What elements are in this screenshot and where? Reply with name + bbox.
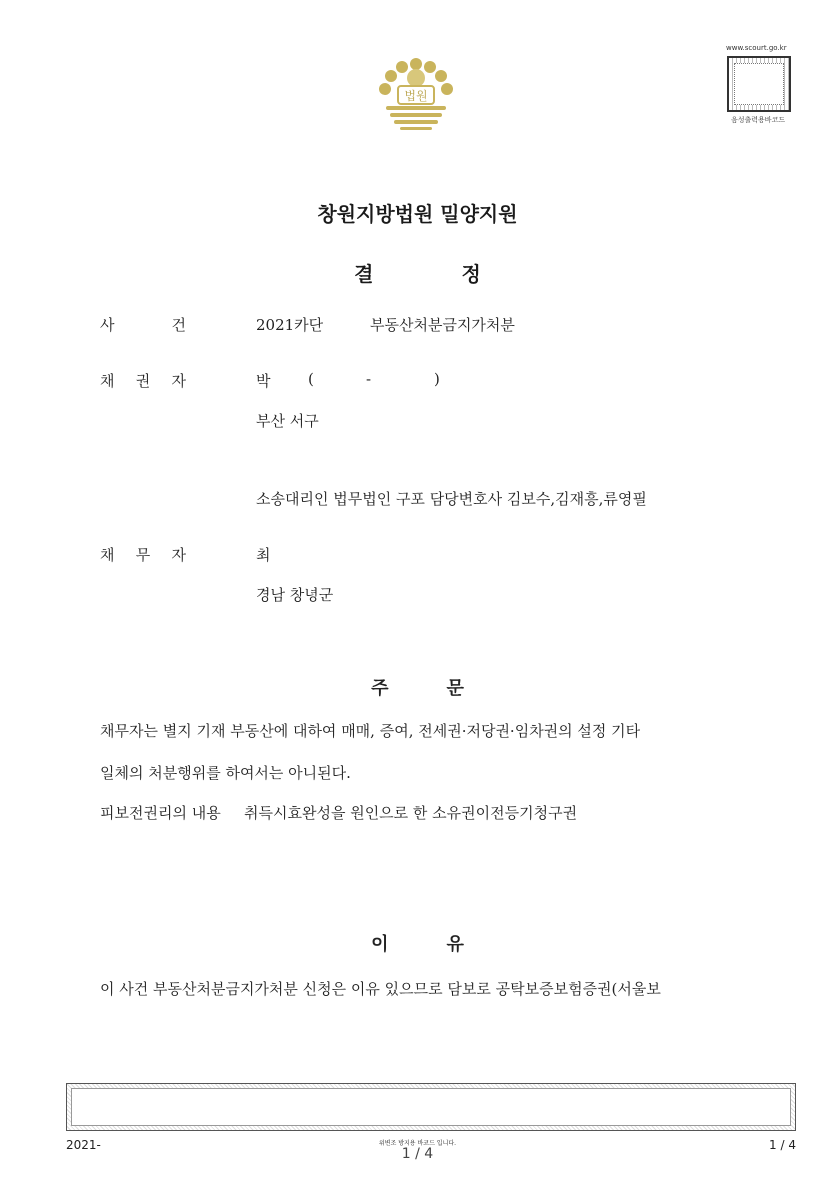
court-emblem <box>376 56 456 132</box>
debtor-name: 최 <box>256 546 271 564</box>
creditor-id-open: ( <box>308 370 314 388</box>
court-name: 창원지방법원 밀양지원 <box>317 202 518 226</box>
case-label: 사 건 <box>100 316 186 334</box>
creditor-id-dash: - <box>366 370 372 388</box>
barcode-caption: 음성출력용바코드 <box>731 116 786 124</box>
order-line-3-value: 취득시효완성을 원인으로 한 소유권이전등기청구권 <box>244 804 578 822</box>
case-name: 부동산처분금지가처분 <box>370 316 515 334</box>
footer-barcode-note: 위변조 방지용 바코드 입니다. <box>378 1140 457 1147</box>
footer-case-number: 2021- <box>66 1138 101 1152</box>
creditor-id-close: ) <box>434 370 440 388</box>
creditor-name: 박 <box>256 372 271 390</box>
debtor-label: 채 무 자 <box>100 546 186 564</box>
creditor-label: 채 권 자 <box>100 372 186 390</box>
reason-line-1: 이 사건 부동산처분금지가처분 신청은 이유 있으므로 담보로 공탁보증보험증권(서울보 <box>100 980 661 998</box>
footer-page-right: 1 / 4 <box>769 1138 796 1152</box>
order-line-3-label: 피보전권리의 내용 <box>100 804 221 822</box>
order-heading: 주문 <box>371 678 522 699</box>
case-number: 2021카단 <box>256 316 324 334</box>
document-type: 결정 <box>354 262 569 286</box>
creditor-attorney: 소송대리인 법무법인 구포 담당변호사 김보수,김재흥,류영필 <box>256 490 647 508</box>
reason-heading: 이유 <box>371 934 522 955</box>
voice-barcode-icon <box>727 56 791 112</box>
order-line-1: 채무자는 별지 기재 부동산에 대하여 매매, 증여, 전세권·저당권·임차권의 설정 기타 <box>100 722 641 740</box>
barcode-url: www.scourt.go.kr <box>726 44 787 52</box>
order-line-2: 일체의 처분행위를 하여서는 아니된다. <box>100 764 351 782</box>
anti-forgery-barcode <box>66 1083 796 1131</box>
debtor-address: 경남 창녕군 <box>256 586 334 604</box>
creditor-address: 부산 서구 <box>256 412 319 430</box>
emblem-label: 법원 <box>404 89 428 103</box>
footer-page-center: 1 / 4 <box>401 1146 434 1162</box>
